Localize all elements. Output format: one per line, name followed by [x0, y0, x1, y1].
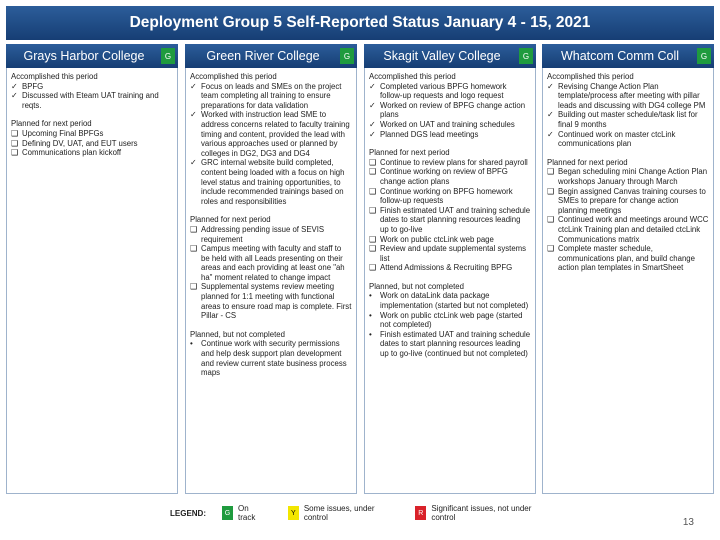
list-item [547, 130, 709, 149]
status-section [190, 215, 352, 321]
list-item [190, 225, 352, 244]
list-item [369, 291, 531, 310]
item-list [190, 82, 352, 207]
checkmark-icon: ✓ [547, 129, 554, 139]
status-badge: G [161, 48, 175, 64]
item-text: Begin assigned Canvas training courses to SMEs to prepare for change action planning meetings [558, 186, 706, 215]
item-text: Defining DV, UAT, and EUT users [22, 138, 138, 148]
legend-item [288, 504, 394, 522]
college-header [364, 44, 536, 68]
legend-item [415, 504, 548, 522]
legend-item [222, 504, 266, 522]
list-item [369, 101, 531, 120]
checkmark-icon: ✓ [369, 129, 376, 139]
item-text: Discussed with Eteam UAT training and reqts. [22, 91, 159, 110]
item-text: Work on dataLink data package implementation (started but not completed) [380, 291, 529, 311]
item-text: Attend Admissions & Recruiting BPFG [380, 263, 513, 273]
list-item [190, 110, 352, 158]
item-list [369, 82, 531, 140]
item-text: Complete master schedule, communications plan, and build change action plan templates in SmartSheet [558, 244, 695, 273]
checkmark-icon: ✓ [11, 91, 18, 101]
list-item [547, 82, 709, 111]
college-status-body [6, 68, 178, 494]
checkmark-icon: ✓ [190, 110, 197, 120]
section-title: Accomplished this period [11, 72, 98, 81]
list-item [11, 148, 173, 158]
list-item [547, 244, 709, 273]
list-item [369, 235, 531, 245]
list-item [190, 339, 352, 377]
list-item [190, 158, 352, 206]
item-text: Continue working on BPFG homework follow-up requests [380, 186, 513, 206]
status-badge: G [697, 48, 711, 64]
list-item [369, 120, 531, 130]
college-header [6, 44, 178, 68]
list-item [369, 244, 531, 263]
checkmark-icon: ✓ [547, 110, 554, 120]
item-text: Building out master schedule/task list for final 9 months [558, 110, 698, 129]
section-title: Accomplished this period [190, 72, 277, 81]
legend-text: Significant issues, not under control [431, 504, 532, 522]
checkbox-icon: ❑ [369, 263, 377, 273]
legend-text: On track [238, 504, 256, 522]
checkbox-icon: ❑ [369, 186, 377, 196]
checkbox-icon: ❑ [547, 186, 555, 196]
item-text: Continue working on review of BPFG change action plans [380, 167, 508, 186]
status-section [11, 119, 173, 157]
item-text: Upcoming Final BPFGs [22, 128, 104, 138]
item-text: Work on public ctcLink web page (started not completed) [380, 310, 523, 330]
section-title: Accomplished this period [369, 72, 456, 81]
checkbox-icon: ❑ [369, 205, 377, 215]
list-item [369, 187, 531, 206]
list-item [11, 82, 173, 92]
college-column [185, 44, 357, 494]
list-item [369, 330, 531, 359]
status-section [11, 72, 173, 110]
checkbox-icon: ❑ [190, 244, 198, 254]
college-status-body [364, 68, 536, 494]
item-text: Continued work and meetings around WCC ctcLink Training plan and detailed ctcLink Communications matrix [558, 215, 709, 244]
checkmark-icon: ✓ [369, 100, 376, 110]
item-text: Completed various BPFG homework follow-up requests and logo request [380, 81, 507, 101]
checkbox-icon: ❑ [11, 128, 19, 138]
section-title: Planned for next period [547, 157, 628, 167]
item-list [11, 82, 173, 111]
list-item [369, 167, 531, 186]
legend-swatch: Y [288, 506, 299, 520]
college-column [6, 44, 178, 494]
item-text: Review and update supplemental systems list [380, 244, 527, 263]
item-list [369, 158, 531, 273]
list-item [369, 206, 531, 235]
item-text: BPFG [22, 81, 44, 91]
college-status-body [185, 68, 357, 494]
item-text: Continued work on master ctcLink communications plan [558, 129, 676, 149]
college-header [542, 44, 714, 68]
checkmark-icon: ✓ [369, 81, 376, 91]
legend-text: Some issues, under control [303, 504, 375, 522]
list-item [11, 129, 173, 139]
list-item [369, 82, 531, 101]
checkbox-icon: ❑ [547, 167, 555, 177]
item-text: Addressing pending issue of SEVIS requirement [201, 224, 325, 244]
section-title: Planned, but not completed [190, 329, 285, 339]
section-title: Planned for next period [369, 148, 450, 158]
checkmark-icon: ✓ [547, 81, 554, 91]
item-text: Communications plan kickoff [22, 148, 122, 158]
status-section [369, 72, 531, 139]
bullet-icon: • [369, 329, 372, 339]
college-column [542, 44, 714, 494]
status-section [190, 330, 352, 378]
college-header [185, 44, 357, 68]
status-section [369, 148, 531, 273]
item-list [369, 291, 531, 358]
item-text: Finish estimated UAT and training schedule dates to start planning resources leading up to go-live [380, 205, 531, 234]
legend-swatch: R [415, 506, 426, 520]
checkmark-icon: ✓ [11, 81, 18, 91]
list-item [369, 130, 531, 140]
item-text: Began scheduling mini Change Action Plan workshops January through March [558, 167, 708, 186]
list-item [547, 110, 709, 129]
list-item [547, 215, 709, 244]
item-text: Campus meeting with faculty and staff to be held with all Leads presenting on their areas and each providing at least one "ah ha" moment related to change impact [201, 244, 345, 282]
item-text: Supplemental systems review meeting planned for 1:1 meeting with functional areas to ensure road map is complete. First Pillar - CS [201, 282, 352, 321]
list-item [190, 82, 352, 111]
section-title: Planned for next period [11, 119, 92, 129]
list-item [547, 187, 709, 216]
item-text: Continue work with security permissions and help desk support plan development and review current state business process maps [201, 339, 347, 378]
item-text: Continue to review plans for shared payroll [380, 157, 528, 167]
item-list [190, 225, 352, 321]
status-section [547, 158, 709, 273]
item-text: Planned DGS lead meetings [380, 129, 479, 139]
legend-label: LEGEND: [170, 508, 206, 518]
page-number: 13 [682, 517, 694, 528]
college-name: Green River College [206, 49, 320, 63]
item-list [11, 129, 173, 158]
checkmark-icon: ✓ [190, 81, 197, 91]
list-item [369, 263, 531, 273]
legend-swatch: G [222, 506, 233, 520]
checkbox-icon: ❑ [11, 148, 19, 158]
item-text: Worked on UAT and training schedules [380, 119, 515, 129]
checkbox-icon: ❑ [547, 215, 555, 225]
section-title: Planned, but not completed [369, 281, 464, 291]
college-status-body [542, 68, 714, 494]
status-badge: G [519, 48, 533, 64]
list-item [11, 91, 173, 110]
college-name: Grays Harbor College [23, 49, 145, 63]
checkbox-icon: ❑ [369, 234, 377, 244]
college-name: Whatcom Comm Coll [560, 49, 680, 63]
page-title: Deployment Group 5 Self-Reported Status January 4 - 15, 2021 [6, 6, 714, 40]
status-section [369, 282, 531, 359]
checkbox-icon: ❑ [369, 167, 377, 177]
checkmark-icon: ✓ [190, 158, 197, 168]
bullet-icon: • [369, 291, 372, 301]
item-text: GRC internal website build completed, content being loaded with a focus on high level status and training opportunities, to include recommended trainings based on roles and responsibilities [201, 158, 345, 206]
item-text: Work on public ctcLink web page [380, 234, 494, 244]
item-list [547, 82, 709, 149]
item-list [547, 167, 709, 273]
list-item [547, 167, 709, 186]
list-item [190, 282, 352, 320]
checkmark-icon: ✓ [369, 119, 376, 129]
checkbox-icon: ❑ [11, 138, 19, 148]
item-text: Worked on review of BPFG change action plans [380, 100, 526, 120]
list-item [369, 311, 531, 330]
college-column [364, 44, 536, 494]
bullet-icon: • [369, 310, 372, 320]
legend [170, 505, 570, 521]
checkbox-icon: ❑ [190, 224, 198, 234]
checkbox-icon: ❑ [190, 282, 198, 292]
item-text: Revising Change Action Plan template/process after meeting with pillar leads and discussing with DG4 college PM [558, 81, 706, 110]
checkbox-icon: ❑ [369, 157, 377, 167]
item-text: Focus on leads and SMEs on the project team completing all training to ensure preparations for data validation [201, 81, 342, 110]
list-item [369, 158, 531, 168]
checkbox-icon: ❑ [369, 244, 377, 254]
college-name: Skagit Valley College [383, 49, 501, 63]
status-section [190, 72, 352, 206]
checkbox-icon: ❑ [547, 244, 555, 254]
status-badge: G [340, 48, 354, 64]
list-item [190, 244, 352, 282]
status-section [547, 72, 709, 149]
bullet-icon: • [190, 339, 193, 349]
item-list [190, 339, 352, 377]
item-text: Finish estimated UAT and training schedule dates to start planning resources leading up to go-live (continued but not completed) [380, 329, 531, 359]
item-text: Worked with instruction lead SME to address concerns related to faculty training timing and content, provided the lead with various approaches used or planned by colleges in DG2, DG3 and DG4 [201, 110, 350, 158]
section-title: Accomplished this period [547, 72, 634, 81]
section-title: Planned for next period [190, 215, 271, 225]
list-item [11, 139, 173, 149]
